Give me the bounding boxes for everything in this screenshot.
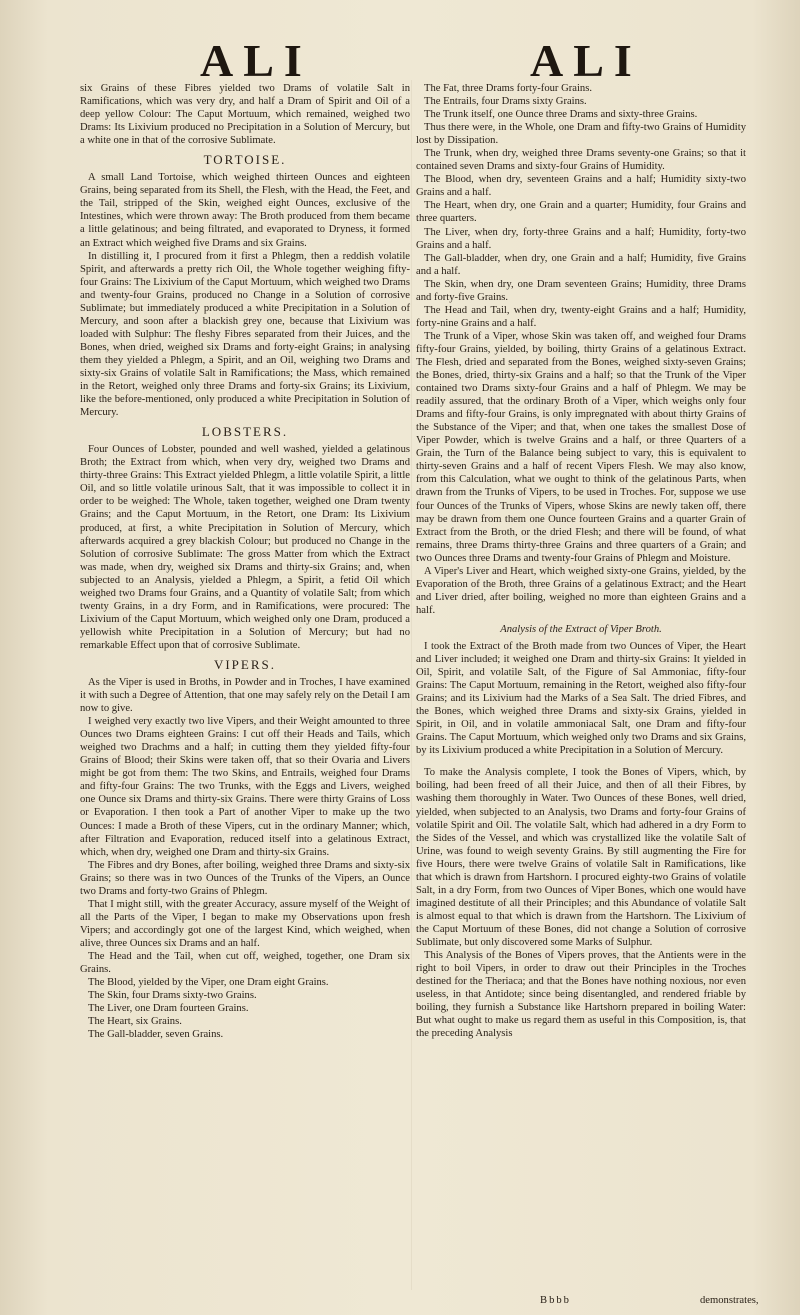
paragraph: The Liver, one Dram fourteen Grains. [88, 1003, 249, 1015]
section-heading-vipers: VIPERS. [213, 656, 277, 672]
paragraph: Four Ounces of Lobster, pounded and well washed, yielded a gelatinous Broth; the Extract from which, when very dry, weighed two Drams and thirty-three Grains: This Extract yielded Phlegm, a little volatile Spirit, a little Oil, and so little volatile urinous Salt, that it was impossible to collect it in order to be weighed: The Whole, taken together, weighed one Dram twenty Grains; and the Caput Mortuum, in the Retort, one Dram: Its Lixivium produced, at first, a white Precipitation in Solution of Mercury, which afterwards acquired a grey blackish Colour; but produced no Change in the Solution of corrosive Sublimate: The gross Matter from which the Extract was made, when dry, weighed six Drams and thirty-six Grains; and, when subjected to an Analysis, yielded a Phlegm, a Spirit, a fetid Oil which weighed two Drams four Grains, and a Quantity of volatile Salt; from which twenty Grains, in a dry Form, and in Ramifications, were procured: The Lixivium of the Caput Mortuum, which weighed only one Dram, produced a yellowish white Precipitation in a Solution of Mercury; but had no remarkable Effect upon that of corrosive Sublimate. [80, 444, 410, 651]
paragraph: The Liver, when dry, forty-three Grains and a half; Humidity, forty-two Grains and a half. [416, 226, 746, 251]
section-heading-lobsters: LOBSTERS. [201, 424, 289, 440]
signature-mark: Bbbb [540, 1295, 571, 1306]
paragraph-gap [416, 757, 746, 766]
paragraph: In distilling it, I procured from it first a Phlegm, then a reddish volatile Spirit, and afterwards a pretty rich Oil, the Whole together weighing fifty-four Grains: The Lixivium of the Caput Mortuum, which weighed two Drams and twenty-four Grains, produced no Change in a Solution of corrosive Sublimate; but immediately produced a white Precipitation in a Solution of Mercury, and soon after a blackish grey one, because that Lixivium was loaded with Sulphur: The fleshy Fibres separated from their Juices, and the Bones, when dried, weighed six Drams and forty-eight Grains; in analysing them they yielded a Phlegm, a Spirit, and an Oil, weighing two Drams and sixty-six Grains of volatile Salt in Ramifications; the Mass, which remained in the Retort, weighed only three Drams and forty-six Grains; its Lixivium, like the before-mentioned, only produced a white Precipitation in Solution of Mercury. [80, 250, 410, 419]
section-heading-analysis: Analysis of the Extract of Viper Broth. [500, 623, 662, 635]
running-head-left: ALI [200, 35, 312, 86]
paragraph: The Trunk, when dry, weighed three Drams seventy-one Grains; so that it contained seven Drams and sixty-four Grains of Humidity. [416, 148, 746, 173]
paragraph: The Gall-bladder, seven Grains. [88, 1029, 224, 1041]
paragraph: Thus there were, in the Whole, one Dram and fifty-two Grains of Humidity lost by Dissipation. [416, 122, 746, 147]
paragraph: The Heart, six Grains. [88, 1016, 182, 1028]
paragraph: The Blood, when dry, seventeen Grains and a half; Humidity sixty-two Grains and a half. [416, 174, 746, 199]
paragraph: The Trunk of a Viper, whose Skin was taken off, and weighed four Drams fifty-four Grains, yielded, by boiling, thirty Grains of a gelatinous Extract. The Flesh, dried and separated from the Bones, weighed sixty-seven Grains; the Bones, dried, thirty-six Grains and a half; so that the Trunk of the Viper contained two Drams sixty-four Grains and a half of Phlegm. We may be readily assured, that the ordinary Broth of a Viper, which weighs only four Drams and fifty-four Grains, is only impregnated with about thirty Grains of the Substance of the Viper; and that, when one takes the smallest Dose of Viper Powder, which is twelve Grains and a half, or three Quarters of a Grain, the Turn of the Balance being subject to vary, this is equivalent to thirty-seven Grains and a half of recent Vipers Flesh. We may also know, from this Calculation, what we ought to think of the gelatinous Parts, when drawn from the Trunks of Vipers, to be used in Troches. For, suppose we use four Ounces of the Trunks of Vipers, whose Skins are newly taken off, there may be drawn from them one Ounce fourteen Grains and a quarter Grain of Extract from the Broth, or the dried Flesh; and there will be found, of what remains, three Drams thirty-three Grains and three quarters of a Grain; and two Ounces three Drams and twenty-four Grains of Phlegm and Moisture. [416, 330, 746, 564]
column-gutter [411, 80, 412, 1290]
paragraph: A Viper's Liver and Heart, which weighed sixty-one Grains, yielded, by the Evaporation of the Broth, three Grains of a gelatinous Extract; and the Heart and Liver dried, after boiling, weighed no more than eighteen Grains and a half. [416, 565, 746, 616]
paragraph: The Trunk itself, one Ounce three Drams and sixty-three Grains. [424, 109, 698, 121]
paragraph: The Skin, four Drams sixty-two Grains. [88, 990, 257, 1002]
right-column [416, 82, 746, 1040]
paragraph: six Grains of these Fibres yielded two Drams of volatile Salt in Ramifications, which was very dry, and half a Dram of Spirit and Oil of a deep yellow Colour: The Caput Mortuum, which remained, weighed two Drams: Its Lixivium produced no Precipitation in a Solution of Mercury, but a white one in that of the corrosive Sublimate. [80, 83, 410, 147]
paragraph: As the Viper is used in Broths, in Powder and in Troches, I have examined it with such a Degree of Attention, that one may safely rely on the Detail I am now to give. [80, 677, 410, 715]
left-column [80, 82, 410, 1041]
paragraph: The Heart, when dry, one Grain and a quarter; Humidity, four Grains and three quarters. [416, 200, 746, 225]
paragraph: The Fat, three Drams forty-four Grains. [424, 83, 592, 94]
paragraph: To make the Analysis complete, I took the Bones of Vipers, which, by boiling, had been freed of all their Juice, and then of all their Fibres, by washing them thoroughly in Water. Two Ounces of these Bones, well dried, yielded, when subjected to an Analysis, two Drams and forty-four Grains of volatile Spirit and Oil. The volatile Salt, which had adhered in a dry Form to the Sides of the Vessel, and which was crystallized like the volatile Salt of Urine, was found to weigh seventy Grains. By still augmenting the Fire for five Hours, there were twelve Grains of volatile Salt in Ramifications, like that which is drawn from Hartshorn. I procured eighty-two Grains of volatile Salt, in a dry Form, from two Ounces of Viper Bones, which one would have imagined destitute of all their Principles; and this Abundance of volatile Salt is almost equal to that which is drawn from the Hartshorn. The Lixivium of the Caput Mortuum of these Bones, did not change a Solution of corrosive Sublimate, but only discovered some Marks of Sulphur. [416, 767, 746, 948]
catchword: demonstrates, [700, 1295, 759, 1306]
paragraph: The Skin, when dry, one Dram seventeen Grains; Humidity, three Drams and forty-five Grains. [416, 278, 746, 303]
paragraph: A small Land Tortoise, which weighed thirteen Ounces and eighteen Grains, being separated from its Shell, the Flesh, with the Head, the Feet, and the Tail, stripped of the Skin, weighed eight Ounces, exclusive of the Intestines, which were thrown away: The Broth produced from them became a little gelatinous; and being filtrated, and evaporated to Dryness, it formed an Extract which weighed five Drams and six Grains. [80, 172, 410, 249]
paragraph: This Analysis of the Bones of Vipers proves, that the Antients were in the right to boil Vipers, in order to draw out their Principles in the Troches destined for the Theriaca; and that the Bones have nothing noxious, nor even useless, in that Antidote; since being disentangled, and rendered friable by boiling, they furnish a Substance like Hartshorn prepared in boiling Water: But what ought to make us regard them as useful in this Composition, is, that the preceding Analysis [416, 950, 746, 1040]
running-head-right: ALI [530, 35, 642, 86]
paragraph: The Entrails, four Drams sixty Grains. [424, 96, 587, 108]
paragraph: I took the Extract of the Broth made from two Ounces of Viper, the Heart and Liver included; it weighed one Dram and thirty-six Grains: It yielded in Oil, Spirit, and volatile Salt, of the Figure of Sal Ammoniac, fifty-four Grains: The Caput Mortuum, remaining in the Retort, weighed also fifty-four Grains; and its Lixivium had the Marks of a Sea Salt. The dried Fibres, and the Bones, which weighed three Drams and sixty-six Grains, yielded in Spirit, in Oil, and in volatile ammoniacal Salt, one Dram and fifty-four Grains. The Caput Mortuum, which weighed only two Drams and six Grains, by its Lixivium produced a white Precipitation in a Solution of Mercury. [416, 640, 746, 757]
paragraph: The Head and Tail, when dry, twenty-eight Grains and a half; Humidity, forty-nine Grains and a half. [416, 304, 746, 329]
section-heading-tortoise: TORTOISE. [203, 152, 287, 168]
paragraph: The Gall-bladder, when dry, one Grain and a half; Humidity, five Grains and a half. [416, 252, 746, 277]
paragraph: The Blood, yielded by the Viper, one Dram eight Grains. [88, 977, 329, 989]
paragraph: That I might still, with the greater Accuracy, assure myself of the Weight of all the Parts of the Viper, I began to make my Observations upon fresh Vipers; and accordingly got one of the largest Kind, which weighed, when alive, three Ounces six Drams and an half. [80, 898, 410, 949]
paragraph: I weighed very exactly two live Vipers, and their Weight amounted to three Ounces two Drams eighteen Grains: I cut off their Heads and Tails, which weighed two Drachms and a half; in cutting them they yielded fifty-four Grains of Blood; their Skins were taken off, that so their Ovaria and Livers might be got from them: The two Skins, and Entrails, weighed four Drams and fifty-four Grains: The two Trunks, with the Eggs and Livers, weighed one Ounce six Drams and thirty-six Grains. There were thirty Grains of Loss or Evaporation. I then took a Part of another Viper to make up the two Ounces: I made a Broth of these Vipers, cut in the ordinary Manner; which, after Filtration and Evaporation, reduced itself into a gelatinous Extract, which, when dry, weighed one Dram and thirty-six Grains. [80, 716, 410, 858]
paragraph: The Head and the Tail, when cut off, weighed, together, one Dram six Grains. [80, 951, 410, 976]
paragraph: The Fibres and dry Bones, after boiling, weighed three Drams and sixty-six Grains; so there was in two Ounces of the Trunks of the Vipers, an Ounce two Drams and forty-two Grains of Phlegm. [80, 859, 410, 897]
